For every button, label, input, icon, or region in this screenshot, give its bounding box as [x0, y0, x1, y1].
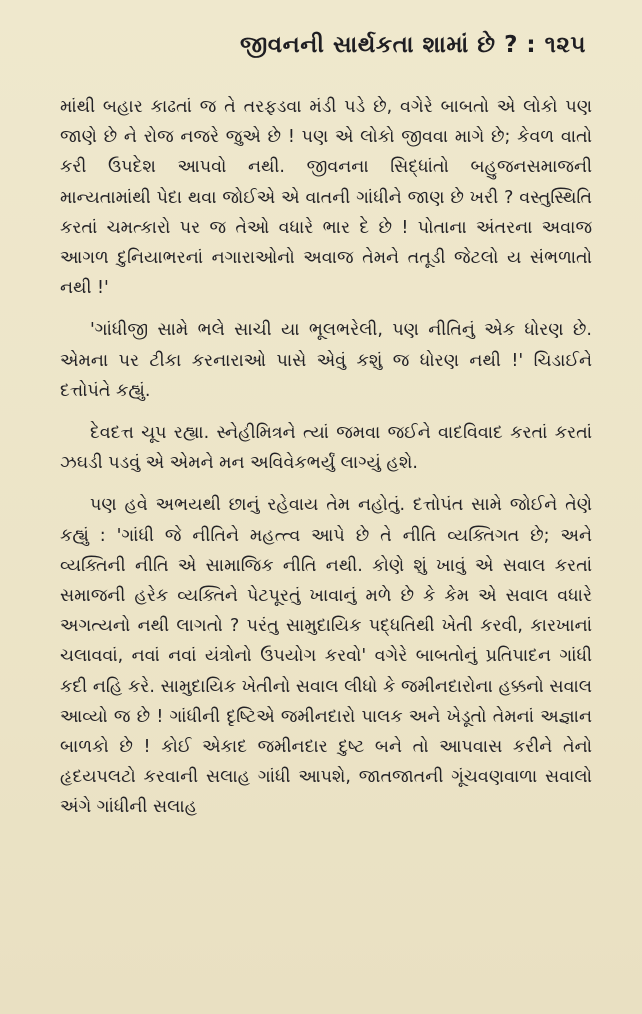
- paragraph-continued: માંથી બહાર કાઢતાં જ તે તરફડવા મંડી પડે છે, વગેરે બાબતો એ લોકો પણ જાણે છે ને રોજ નજરે જુએ છે ! પણ એ લોકો જીવવા માગે છે; કેવળ વાતો કરી ઉપદેશ આપવો નથી. જીવનના સિદ્ધાંતો બહુજનસમાજની માન્યતામાંથી પેદા થવા જોઈએ એ વાતની ગાંધીને જાણ છે ખરી ? વસ્તુસ્થિતિ કરતાં ચમત્કારો પર જ તેઓ વધારે ભાર દે છે ! પોતાના અંતરના અવાજ આગળ દુનિયાભરનાં નગારાઓનો અવાજ તેમને તતૂડી જેટલો ય સંભળાતો નથી !': [60, 97, 592, 299]
- paragraph-dattopant-reply: 'ગાંધીજી સામે ભલે સાચી યા ભૂલભરેલી, પણ નીતિનું એક ધોરણ છે. એમના પર ટીકા કરનારાઓ પાસે એવું કશું જ ધોરણ નથી !' ચિડાઈને દત્તોપંતે કહ્યું.: [60, 320, 592, 401]
- running-head: જીવનની સાર્થકતા શામાં છે ? : ૧૨૫: [240, 32, 586, 58]
- body-text: [60, 92, 592, 835]
- paragraph-abhay-speaks: પણ હવે અભયથી છાનું રહેવાય તેમ નહોતું. દત્તોપંત સામે જોઈને તેણે કહ્યું : 'ગાંધી જે નીતિને મહત્ત્વ આપે છે તે નીતિ વ્યક્તિગત છે; અને વ્યક્તિની નીતિ એ સામાજિક નીતિ નથી. કોણે શું ખાવું એ સવાલ કરતાં સમાજની હરેક વ્યક્તિને પેટપૂરતું ખાવાનું મળે છે કે કેમ એ સવાલ વધારે અગત્યનો નથી લાગતો ? પરંતુ સામુદાયિક પદ્ધતિથી ખેતી કરવી, કારખાનાં ચલાવવાં, નવાં નવાં યંત્રોનો ઉપયોગ કરવો' વગેરે બાબતોનું પ્રતિપાદન ગાંધી કદી નહિ કરે. સામુદાયિક ખેતીનો સવાલ લીધો કે જમીનદારોના હક્કનો સવાલ આવ્યો જ છે ! ગાંધીની દૃષ્ટિએ જમીનદારો પાલક અને ખેડૂતો તેમનાં અજ્ઞાન બાળકો છે ! કોઈ એકાદ જમીનદાર દુષ્ટ બને તો આપવાસ કરીને તેનો હૃદયપલટો કરવાની સલાહ ગાંધી આપશે, જાતજાતની ગૂંચવણવાળા સવાલો અંગે ગાંધીની સલાહ: [60, 495, 592, 818]
- header-rule: [60, 76, 592, 77]
- paragraph-devdatt-silent: દેવદત્ત ચૂપ રહ્યા. સ્નેહીમિત્રને ત્યાં જમવા જઈને વાદવિવાદ કરતાં કરતાં ઝઘડી પડવું એ એમને મન અવિવેકભર્યું લાગ્યું હશે.: [60, 423, 592, 474]
